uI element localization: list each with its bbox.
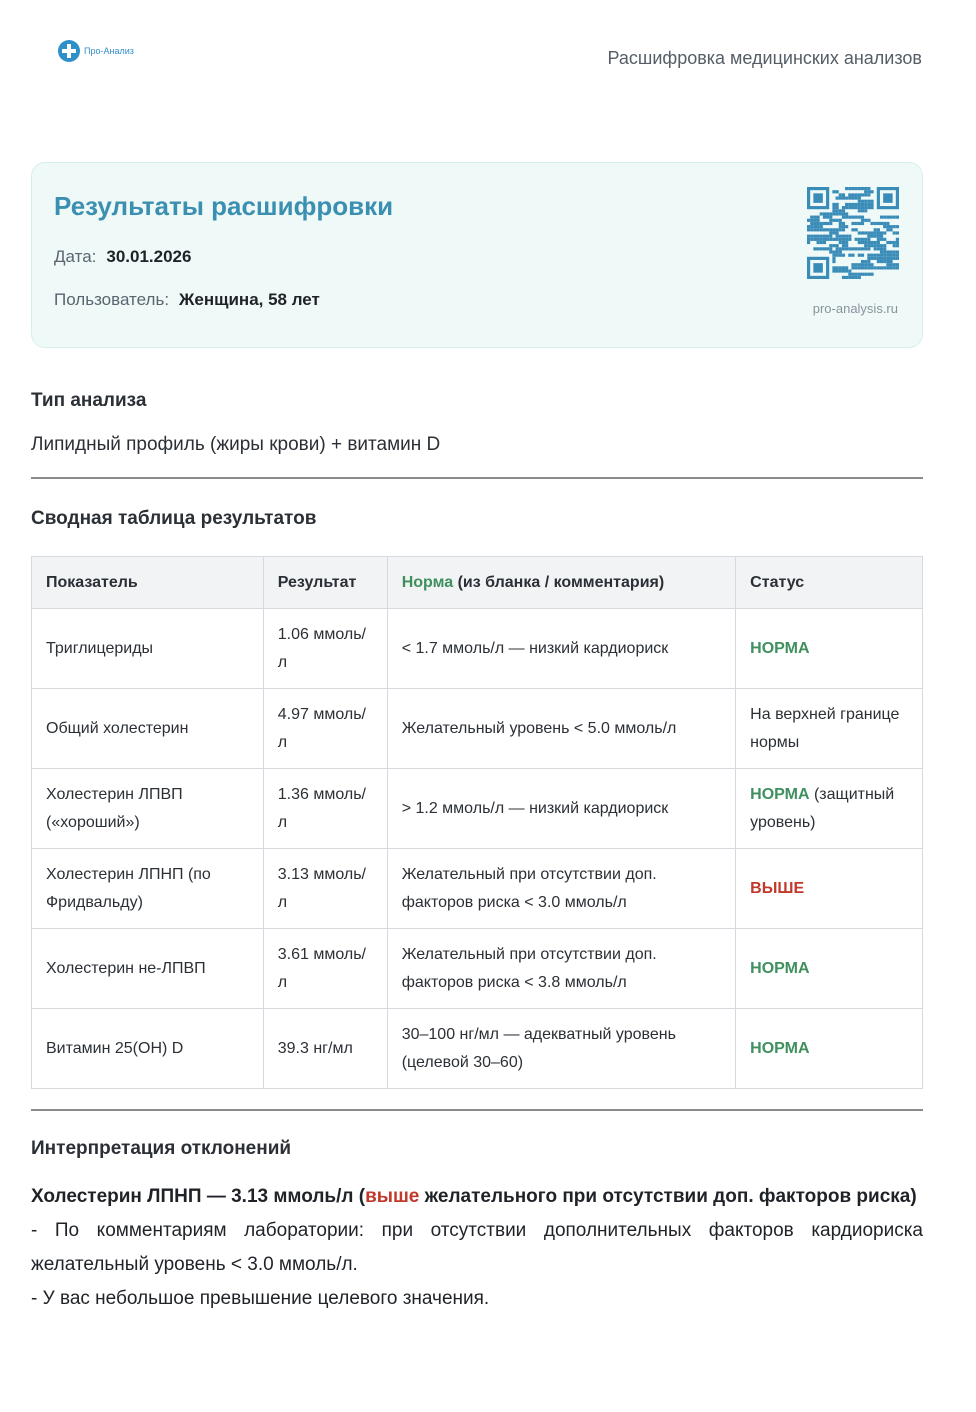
cell-indicator: Холестерин ЛПНП (по Фридвальду) [32,849,264,929]
cell-result: 3.13 ммоль/л [263,849,387,929]
cell-status [736,1009,923,1089]
status-badge: НОРМА [750,785,810,803]
table-row [32,849,923,929]
user-row [54,290,320,310]
user-value: Женщина, 58 лет [179,290,320,309]
cell-indicator: Триглицериды [32,609,264,689]
results-summary-card [31,162,923,348]
medical-cross-icon [58,40,80,62]
heading-part1: Холестерин ЛПНП — 3.13 ммоль/л ( [31,1186,366,1207]
cell-norm: 30–100 нг/мл — адекватный уровень (целевой 30–60) [387,1009,735,1089]
cell-norm: Желательный при отсутствии доп. факторов риска < 3.0 ммоль/л [387,849,735,929]
analysis-type-value: Липидный профиль (жиры крови) + витамин D [31,434,441,455]
cell-indicator: Холестерин ЛПВП («хороший») [32,769,264,849]
cell-norm: Желательный при отсутствии доп. факторов риска < 3.8 ммоль/л [387,929,735,1009]
status-badge: НОРМА [750,639,810,657]
status-badge: НОРМА [750,959,810,977]
cell-status [736,609,923,689]
interpretation-heading [31,1180,923,1214]
header-indicator: Показатель [32,557,264,609]
table-row [32,769,923,849]
cell-result: 1.06 ммоль/л [263,609,387,689]
cell-norm: Желательный уровень < 5.0 ммоль/л [387,689,735,769]
table-row [32,609,923,689]
qr-code-icon[interactable] [807,187,899,279]
cell-result: 39.3 нг/мл [263,1009,387,1089]
card-title: Результаты расшифровки [54,191,394,221]
heading-part2: желательного при отсутствии доп. факторов риска) [419,1186,917,1207]
interpretation-title: Интерпретация отклонений [31,1138,292,1159]
interpretation-line: - У вас небольшое превышение целевого значения. [31,1288,490,1309]
cell-indicator: Общий холестерин [32,689,264,769]
header-norm [387,557,735,609]
divider [31,477,923,479]
header-norm-rest: (из бланка / комментария) [453,573,665,591]
status-badge: На верхней границе нормы [750,705,900,751]
table-row [32,689,923,769]
cell-result: 1.36 ммоль/л [263,769,387,849]
cell-norm: < 1.7 ммоль/л — низкий кардиориск [387,609,735,689]
user-label: Пользователь: [54,290,170,309]
header-norm-lead: Норма [401,573,454,591]
table-row [32,1009,923,1089]
status-badge: ВЫШЕ [750,879,805,897]
analysis-type-label: Тип анализа [31,390,147,411]
brand-logo[interactable] [58,40,134,62]
date-row [54,247,191,267]
logo-text: Про-Анализ [84,46,134,56]
cell-status [736,769,923,849]
results-table [31,556,923,1089]
cell-result: 3.61 ммоль/л [263,929,387,1009]
cell-indicator: Холестерин не-ЛПВП [32,929,264,1009]
interpretation-body [31,1180,923,1316]
cell-indicator: Витамин 25(OH) D [32,1009,264,1089]
qr-caption: pro-analysis.ru [812,301,898,316]
status-note: (защитный уровень) [750,785,895,831]
header-result: Результат [263,557,387,609]
cell-status [736,849,923,929]
table-row [32,929,923,1009]
cell-norm: > 1.2 ммоль/л — низкий кардиориск [387,769,735,849]
heading-red-word: выше [365,1186,420,1207]
table-header-row [32,557,923,609]
interpretation-line: - По комментариям лаборатории: при отсутствии дополнительных факторов кардиориска желательный уровень < 3.0 ммоль/л. [31,1220,923,1275]
header-status: Статус [736,557,923,609]
page-header [0,0,976,100]
date-value: 30.01.2026 [106,247,192,266]
header-title: Расшифровка медицинских анализов [607,48,922,68]
status-badge: НОРМА [750,1039,810,1057]
cell-status [736,689,923,769]
cell-result: 4.97 ммоль/л [263,689,387,769]
date-label: Дата: [54,247,97,266]
divider [31,1109,923,1111]
cell-status [736,929,923,1009]
table-title: Сводная таблица результатов [31,508,317,529]
